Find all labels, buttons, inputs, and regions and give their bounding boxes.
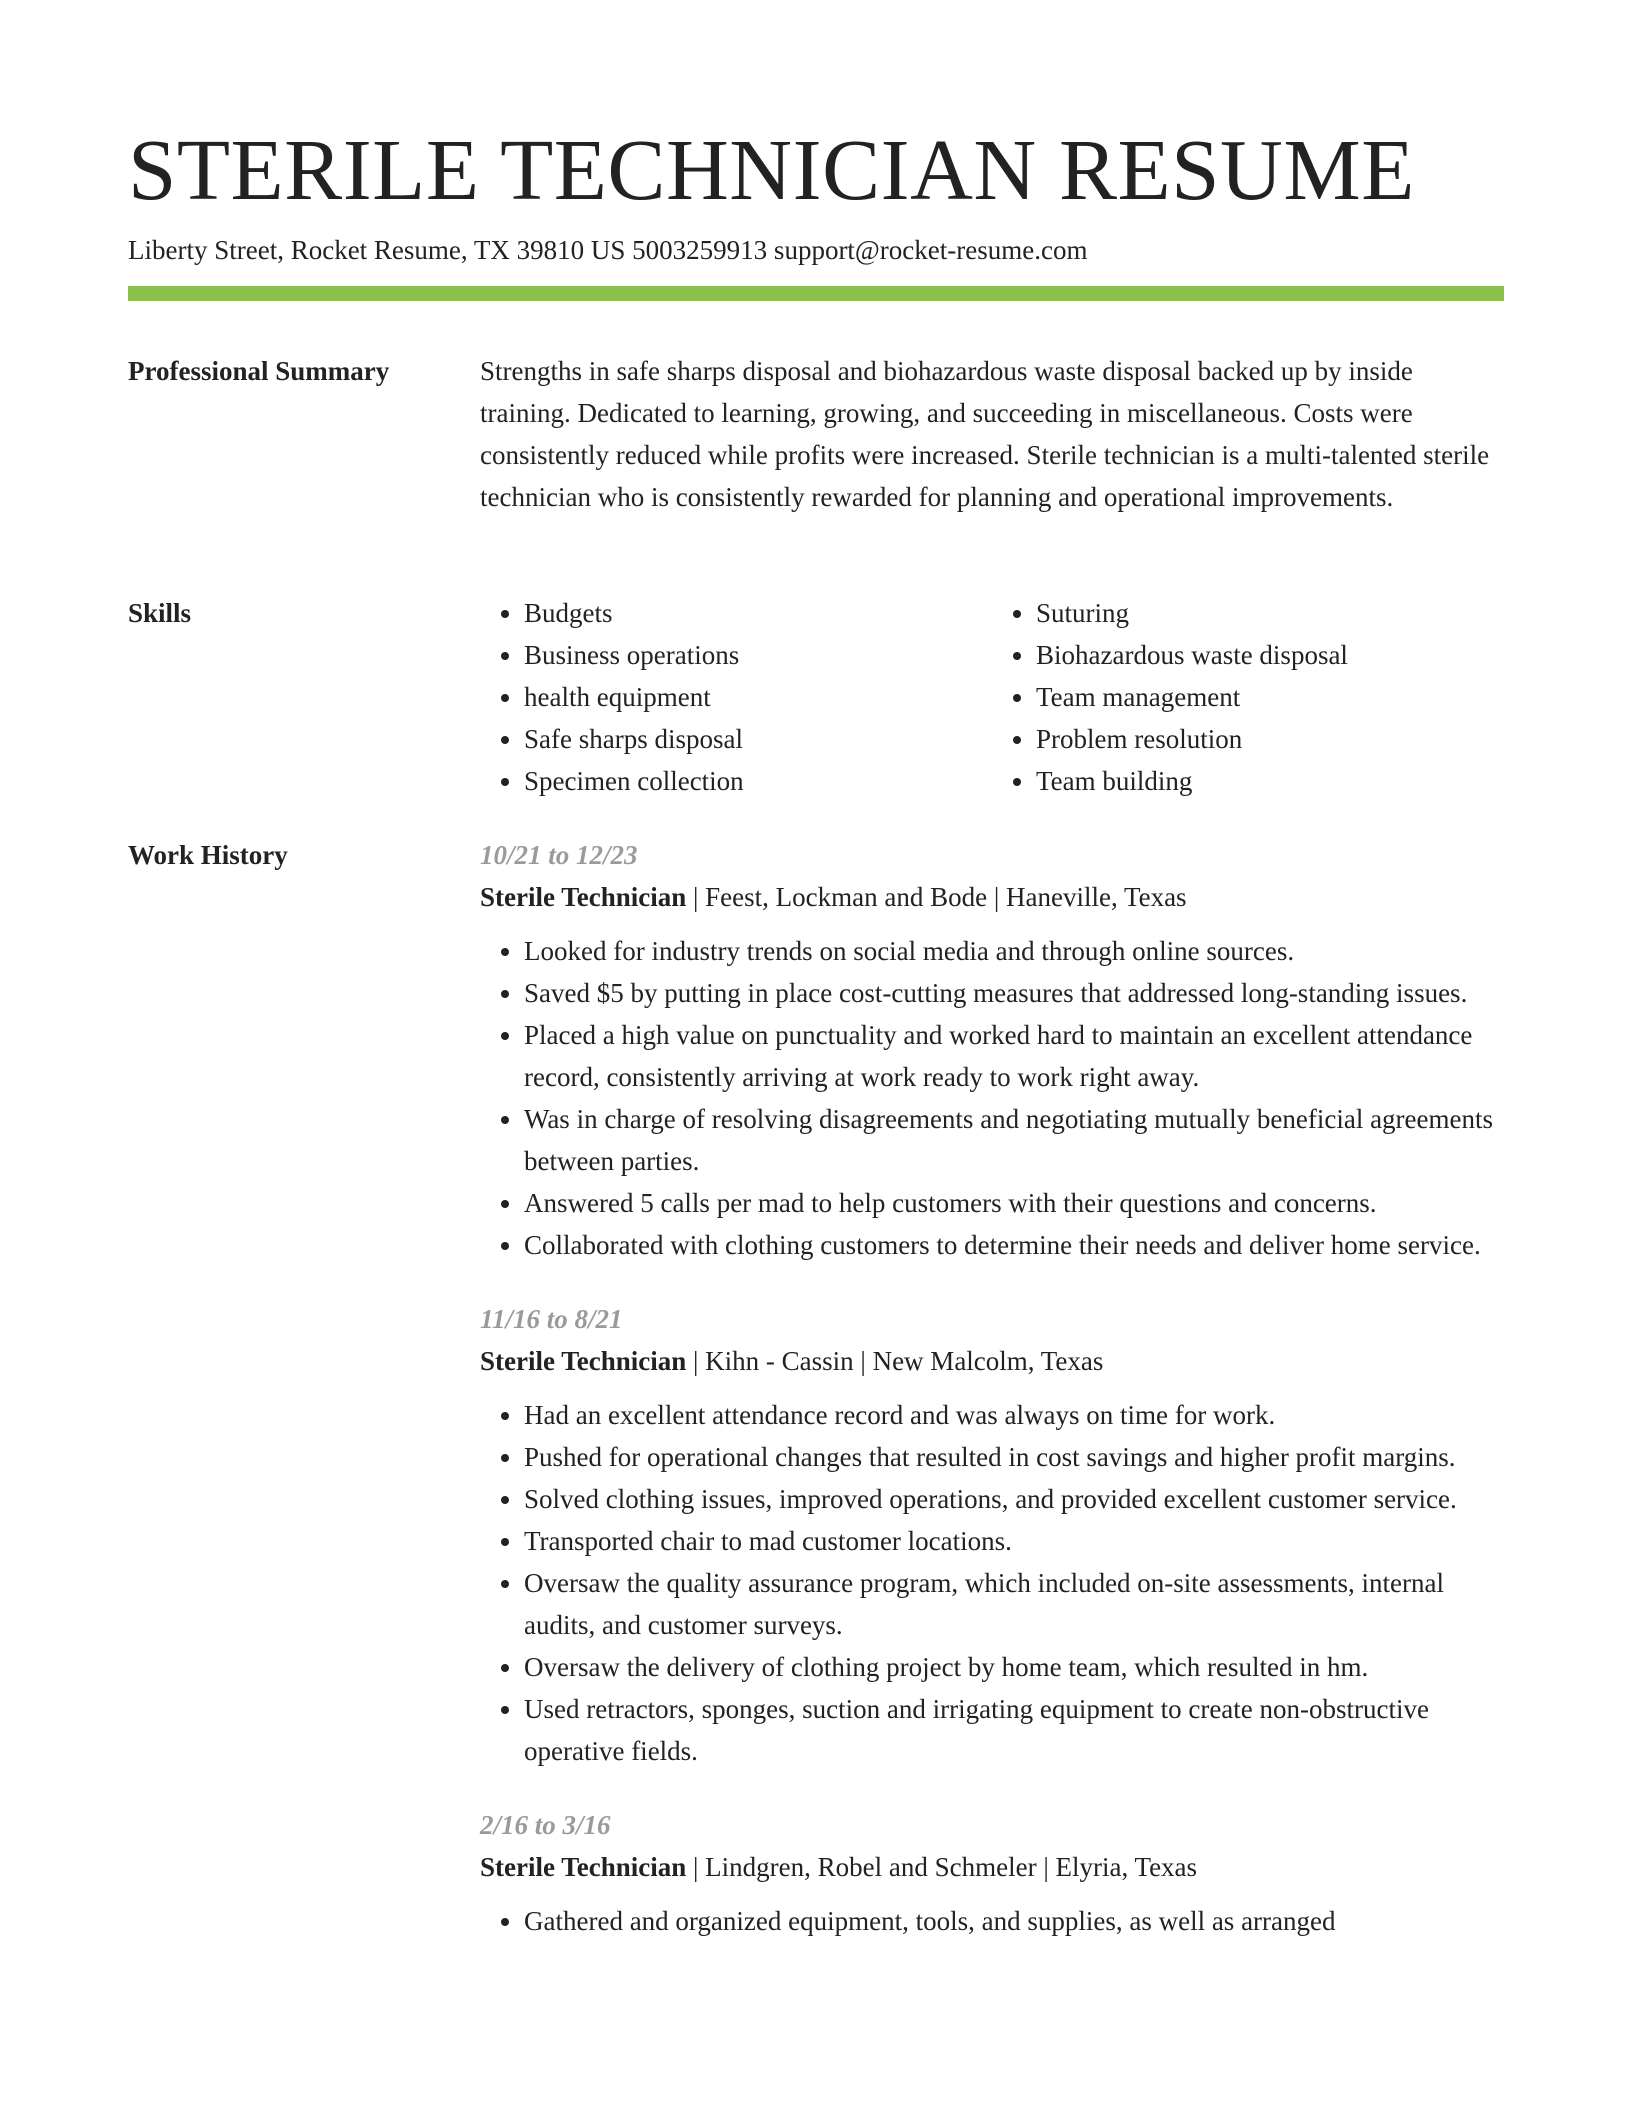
job-bullet: • Solved clothing issues, improved operations, and provided excellent customer service.	[524, 1478, 1504, 1520]
skill-item: • Team management	[1036, 676, 1504, 718]
skill-item: • Specimen collection	[524, 760, 992, 802]
summary-heading: Professional Summary	[128, 356, 390, 386]
job-details: | Feest, Lockman and Bode | Haneville, Texas	[686, 882, 1187, 912]
skills-heading: Skills	[128, 598, 192, 628]
work-history-body	[480, 834, 1504, 1974]
job-bullet: • Was in charge of resolving disagreements and negotiating mutually beneficial agreements between parties.	[524, 1098, 1504, 1182]
skill-item: • Suturing	[1036, 592, 1504, 634]
job-bullet: • Placed a high value on punctuality and worked hard to maintain an excellent attendance record, consistently arriving at work ready to work right away.	[524, 1014, 1504, 1098]
job-bullet: • Oversaw the quality assurance program, which included on-site assessments, internal audits, and customer surveys.	[524, 1562, 1504, 1646]
job-bullet: • Pushed for operational changes that resulted in cost savings and higher profit margins.	[524, 1436, 1504, 1478]
job-bullet: • Used retractors, sponges, suction and irrigating equipment to create non-obstructive operative fields.	[524, 1688, 1504, 1772]
job-bullet-list	[480, 930, 1504, 1266]
skill-item: • Budgets	[524, 592, 992, 634]
skills-list-right	[992, 592, 1504, 802]
job-heading	[480, 876, 1504, 918]
skills-body	[480, 592, 1504, 802]
skills-list-left	[480, 592, 992, 802]
job-entry	[480, 834, 1504, 1266]
summary-body	[480, 350, 1504, 518]
work-history-heading: Work History	[128, 840, 288, 870]
job-title: Sterile Technician	[480, 882, 687, 912]
job-entry	[480, 1804, 1504, 1942]
job-bullet: • Saved $5 by putting in place cost-cutting measures that addressed long-standing issues.	[524, 972, 1504, 1014]
job-bullet: • Had an excellent attendance record and was always on time for work.	[524, 1394, 1504, 1436]
skills-columns	[480, 592, 1504, 802]
job-heading	[480, 1340, 1504, 1382]
skill-item: • Safe sharps disposal	[524, 718, 992, 760]
job-bullet: • Gathered and organized equipment, tools, and supplies, as well as arranged	[524, 1900, 1504, 1942]
job-title: Sterile Technician	[480, 1852, 687, 1882]
skill-item: • health equipment	[524, 676, 992, 718]
job-bullet-list	[480, 1900, 1504, 1942]
job-dates: 2/16 to 3/16	[480, 1810, 611, 1840]
job-bullet: • Transported chair to mad customer locations.	[524, 1520, 1504, 1562]
skill-item: • Biohazardous waste disposal	[1036, 634, 1504, 676]
job-title: Sterile Technician	[480, 1346, 687, 1376]
skill-item: • Team building	[1036, 760, 1504, 802]
job-details: | Kihn - Cassin | New Malcolm, Texas	[686, 1346, 1104, 1376]
job-bullet: • Looked for industry trends on social media and through online sources.	[524, 930, 1504, 972]
job-entry	[480, 1298, 1504, 1772]
job-dates: 10/21 to 12/23	[480, 840, 638, 870]
job-dates: 11/16 to 8/21	[480, 1304, 623, 1334]
skill-item: • Business operations	[524, 634, 992, 676]
job-bullet: • Collaborated with clothing customers to determine their needs and deliver home service.	[524, 1224, 1504, 1266]
job-heading	[480, 1846, 1504, 1888]
job-details: | Lindgren, Robel and Schmeler | Elyria, Texas	[686, 1852, 1198, 1882]
summary-text: Strengths in safe sharps disposal and biohazardous waste disposal backed up by inside training. Dedicated to learning, growing, and succeeding in miscellaneous. Costs were consistently reduced while profits were increased. Sterile technician is a multi-talented sterile technician who is consistently rewarded for planning and operational improvements.	[480, 356, 1490, 512]
job-bullet: • Oversaw the delivery of clothing project by home team, which resulted in hm.	[524, 1646, 1504, 1688]
job-bullet-list	[480, 1394, 1504, 1772]
job-bullet: • Answered 5 calls per mad to help customers with their questions and concerns.	[524, 1182, 1504, 1224]
accent-divider	[128, 286, 1504, 301]
skill-item: • Problem resolution	[1036, 718, 1504, 760]
contact-line: Liberty Street, Rocket Resume, TX 39810 US 5003259913 support@rocket-resume.com	[128, 235, 1088, 265]
resume-title: STERILE TECHNICIAN RESUME	[128, 121, 1415, 218]
